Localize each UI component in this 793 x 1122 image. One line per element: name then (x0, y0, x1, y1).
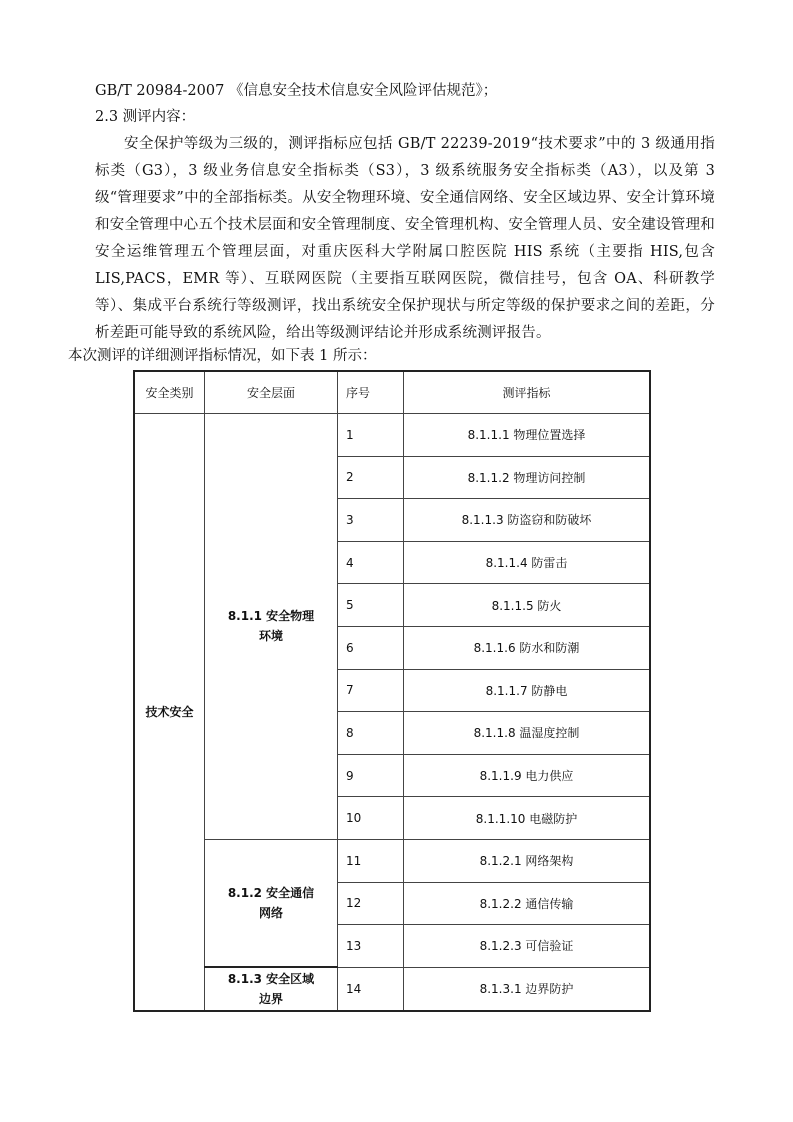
header-number: 序号 (338, 371, 404, 414)
row-number: 2 (338, 456, 404, 499)
row-indicator: 8.1.3.1 边界防护 (404, 967, 651, 1011)
row-indicator: 8.1.1.10 电磁防护 (404, 797, 651, 840)
row-indicator: 8.1.1.7 防静电 (404, 669, 651, 712)
table-row (134, 839, 650, 882)
row-number: 7 (338, 669, 404, 712)
row-number: 14 (338, 967, 404, 1011)
header-category: 安全类别 (134, 371, 205, 414)
row-indicator: 8.1.2.1 网络架构 (404, 839, 651, 882)
layer-label: 8.1.3 安全区域边界 (227, 972, 315, 1007)
metrics-table (133, 370, 651, 1012)
row-number: 13 (338, 925, 404, 968)
table-intro: 本次测评的详细测评指标情况，如下表 1 所示： (68, 348, 377, 364)
row-indicator: 8.1.1.3 防盗窃和防破坏 (404, 499, 651, 542)
row-number: 1 (338, 414, 404, 457)
header-layer: 安全层面 (205, 371, 338, 414)
row-number: 10 (338, 797, 404, 840)
table-header-row (134, 371, 650, 414)
row-indicator: 8.1.2.2 通信传输 (404, 882, 651, 925)
layer-cell-physical (205, 414, 338, 840)
layer-cell-network (205, 839, 338, 967)
header-indicator: 测评指标 (404, 371, 651, 414)
row-indicator: 8.1.2.3 可信验证 (404, 925, 651, 968)
row-number: 12 (338, 882, 404, 925)
section-heading: 2.3 测评内容： (95, 109, 196, 125)
row-indicator: 8.1.1.4 防雷击 (404, 541, 651, 584)
reference-line: GB/T 20984-2007 《信息安全技术信息安全风险评估规范》； (95, 83, 498, 99)
row-indicator: 8.1.1.6 防水和防潮 (404, 626, 651, 669)
table-row (134, 414, 650, 457)
category-cell: 技术安全 (134, 414, 205, 1011)
row-number: 8 (338, 712, 404, 755)
row-number: 5 (338, 584, 404, 627)
row-indicator: 8.1.1.8 温湿度控制 (404, 712, 651, 755)
row-indicator: 8.1.1.5 防火 (404, 584, 651, 627)
row-indicator: 8.1.1.9 电力供应 (404, 754, 651, 797)
row-number: 11 (338, 839, 404, 882)
layer-label: 8.1.2 安全通信网络 (227, 886, 315, 921)
layer-cell-boundary (205, 967, 338, 1011)
table-row (134, 967, 650, 1011)
layer-label: 8.1.1 安全物理环境 (227, 609, 315, 644)
row-indicator: 8.1.1.1 物理位置选择 (404, 414, 651, 457)
row-number: 9 (338, 754, 404, 797)
row-number: 6 (338, 626, 404, 669)
row-number: 3 (338, 499, 404, 542)
row-indicator: 8.1.1.2 物理访问控制 (404, 456, 651, 499)
body-paragraph: 安全保护等级为三级的，测评指标应包括 GB/T 22239-2019“技术要求”中的 3 级通用指标类（G3），3 级业务信息安全指标类（S3），3 级系统服务安全指标类（A3），以及第 3 级“管理要求”中的全部指标类。从安全物理环境、安全通信网络、安全区域边界、安全计算环境和安全管理中心五个技术层面和安全管理制度、安全管理机构、安全管理人员、安全建设管理和安全运维管理五个管理层面，对重庆医科大学附属口腔医院 HIS 系统（主要指 HIS,包含 LIS,PACS，EMR 等）、互联网医院（主要指互联网医院，微信挂号，包含 OA、科研教学等）、集成平台系统行等级测评，找出系统安全保护现状与所定等级的保护要求之间的差距，分析差距可能导致的系统风险，给出等级测评结论并形成系统测评报告。 (95, 136, 715, 341)
row-number: 4 (338, 541, 404, 584)
